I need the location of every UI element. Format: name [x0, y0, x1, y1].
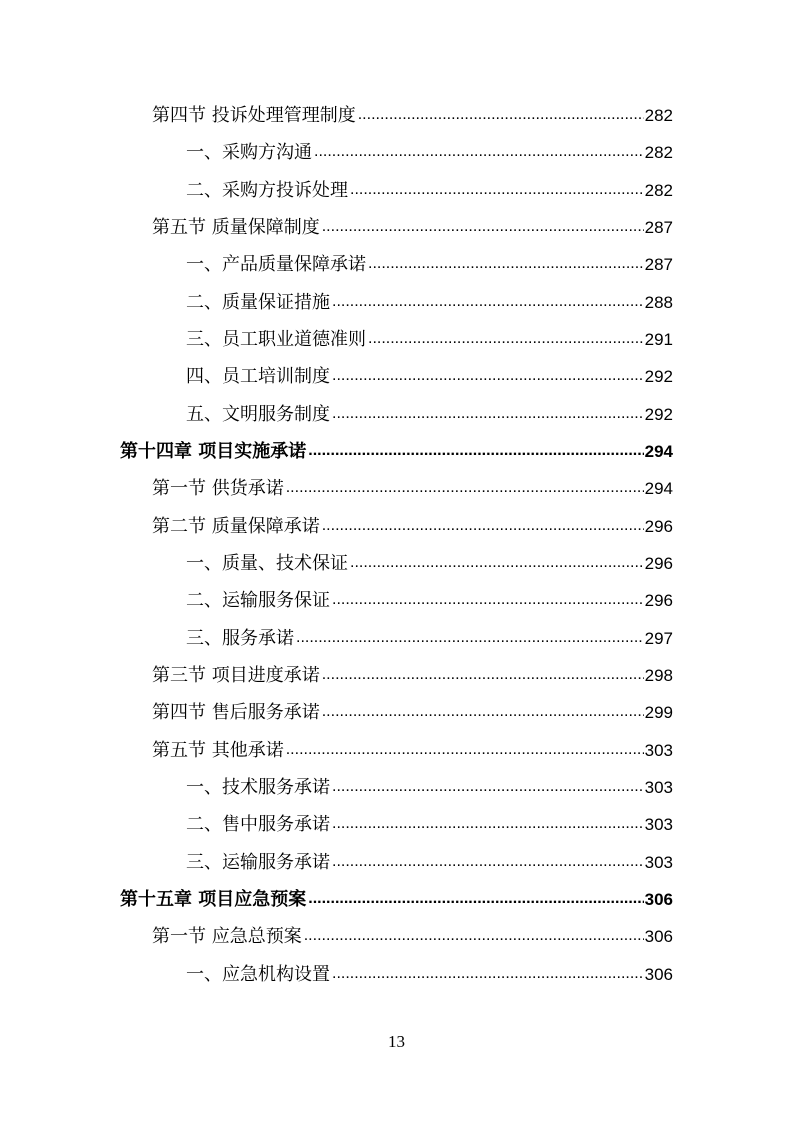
dot-leader	[314, 142, 644, 162]
toc-entry-page: 282	[644, 181, 673, 200]
toc-entry-title: 二、质量保证措施	[186, 292, 330, 313]
dot-leader	[332, 366, 644, 386]
toc-entry-title: 第一节 应急总预案	[152, 926, 302, 947]
dot-leader	[332, 590, 644, 610]
dot-leader	[322, 217, 644, 237]
toc-entry[interactable]	[186, 363, 673, 389]
toc-entry-title: 第二节 质量保障承诺	[152, 516, 320, 537]
toc-entry-page: 291	[644, 330, 673, 349]
dot-leader	[350, 180, 644, 200]
toc-entry[interactable]	[186, 587, 673, 613]
toc-entry[interactable]	[186, 961, 673, 987]
dot-leader	[332, 814, 644, 834]
dot-leader	[304, 926, 644, 946]
toc-entry[interactable]	[186, 177, 673, 203]
toc-entry-page: 306	[644, 965, 673, 984]
toc-entry-title: 五、文明服务制度	[186, 404, 330, 425]
toc-entry-title: 二、运输服务保证	[186, 590, 330, 611]
toc-entry-title: 一、产品质量保障承诺	[186, 254, 366, 275]
toc-entry-title: 第十四章 项目实施承诺	[120, 441, 307, 462]
dot-leader	[308, 441, 643, 461]
toc-entry-page: 306	[644, 927, 673, 946]
toc-entry-page: 287	[644, 218, 673, 237]
toc-entry[interactable]	[186, 289, 673, 315]
dot-leader	[332, 852, 644, 872]
toc-entry-page: 292	[644, 405, 673, 424]
toc-entry-page: 287	[644, 255, 673, 274]
dot-leader	[332, 292, 644, 312]
dot-leader	[332, 964, 644, 984]
toc-chapter-entry[interactable]	[120, 438, 673, 464]
toc-entry-page: 303	[644, 741, 673, 760]
toc-entry[interactable]	[152, 923, 673, 949]
toc-entry-page: 296	[644, 554, 673, 573]
dot-leader	[358, 105, 644, 125]
toc-entry[interactable]	[186, 139, 673, 165]
dot-leader	[322, 665, 644, 685]
dot-leader	[296, 628, 644, 648]
toc-entry-page: 294	[644, 479, 673, 498]
toc-entry-page: 296	[644, 517, 673, 536]
toc-entry-page: 292	[644, 367, 673, 386]
toc-entry-title: 二、采购方投诉处理	[186, 180, 348, 201]
toc-entry-title: 第十五章 项目应急预案	[120, 889, 307, 910]
toc-entry-page: 288	[644, 293, 673, 312]
toc-entry[interactable]	[152, 513, 673, 539]
dot-leader	[332, 404, 644, 424]
toc-entry[interactable]	[152, 102, 673, 128]
toc-entry[interactable]	[152, 662, 673, 688]
dot-leader	[286, 478, 644, 498]
toc-entry-page: 298	[644, 666, 673, 685]
toc-entry-title: 第五节 质量保障制度	[152, 217, 320, 238]
toc-entry-page: 296	[644, 591, 673, 610]
dot-leader	[308, 889, 643, 909]
toc-entry-title: 三、运输服务承诺	[186, 852, 330, 873]
toc-entry-title: 一、采购方沟通	[186, 142, 312, 163]
page-number: 13	[388, 1032, 405, 1051]
toc-entry[interactable]	[152, 475, 673, 501]
toc-entry-title: 第一节 供货承诺	[152, 478, 284, 499]
toc-entry[interactable]	[186, 774, 673, 800]
toc-entry-title: 一、应急机构设置	[186, 964, 330, 985]
toc-entry[interactable]	[152, 737, 673, 763]
dot-leader	[322, 516, 644, 536]
dot-leader	[332, 777, 644, 797]
toc-chapter-entry[interactable]	[120, 886, 673, 912]
toc-entry-page: 282	[644, 143, 673, 162]
toc-entry[interactable]	[152, 699, 673, 725]
toc-entry-title: 三、员工职业道德准则	[186, 329, 366, 350]
toc-entry-title: 第四节 售后服务承诺	[152, 702, 320, 723]
toc-entry-page: 303	[644, 815, 673, 834]
toc-entry-page: 303	[644, 853, 673, 872]
toc-entry[interactable]	[186, 849, 673, 875]
toc-entry[interactable]	[186, 625, 673, 651]
dot-leader	[286, 740, 644, 760]
toc-entry-title: 一、质量、技术保证	[186, 553, 348, 574]
dot-leader	[322, 702, 644, 722]
toc-entry-page: 297	[644, 629, 673, 648]
toc-entry[interactable]	[186, 326, 673, 352]
dot-leader	[350, 553, 644, 573]
toc-entry-page: 306	[644, 890, 673, 909]
toc-entry[interactable]	[152, 214, 673, 240]
toc-entry-page: 294	[644, 442, 673, 461]
toc-entry[interactable]	[186, 401, 673, 427]
dot-leader	[368, 329, 644, 349]
toc-entry-page: 303	[644, 778, 673, 797]
toc-entry-title: 第五节 其他承诺	[152, 740, 284, 761]
toc-entry-page: 282	[644, 106, 673, 125]
toc-entry-title: 四、员工培训制度	[186, 366, 330, 387]
toc-entry-title: 三、服务承诺	[186, 628, 294, 649]
dot-leader	[368, 254, 644, 274]
toc-entry-title: 第三节 项目进度承诺	[152, 665, 320, 686]
toc-entry[interactable]	[186, 811, 673, 837]
toc-entry-title: 第四节 投诉处理管理制度	[152, 105, 356, 126]
toc-entry-title: 一、技术服务承诺	[186, 777, 330, 798]
toc-entry-page: 299	[644, 703, 673, 722]
toc-entry-title: 二、售中服务承诺	[186, 814, 330, 835]
toc-entry[interactable]	[186, 251, 673, 277]
toc-entry[interactable]	[186, 550, 673, 576]
